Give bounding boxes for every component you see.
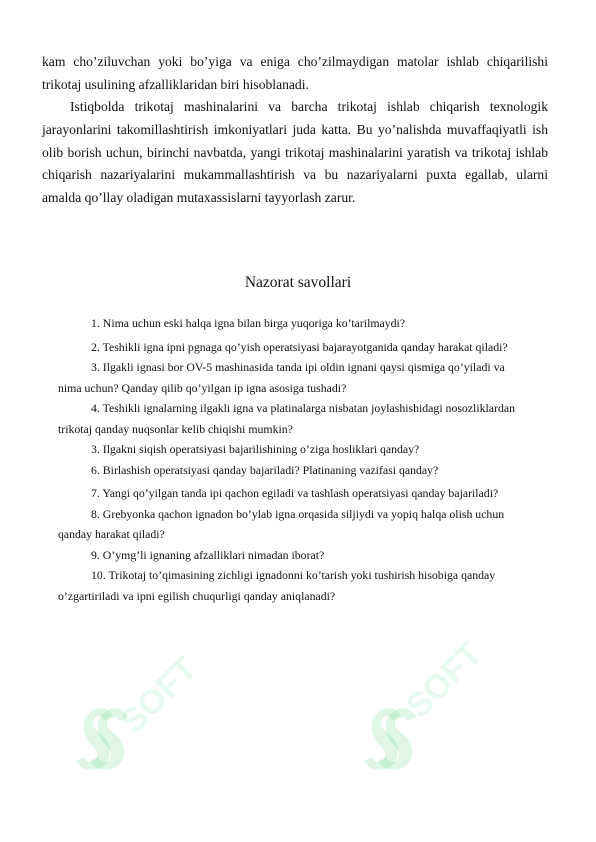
- question-item: 9. O’ymg’li ignaning afzalliklari nimadan iborat?: [91, 547, 325, 562]
- paragraph-1: kam cho’ziluvchan yoki bo’yiga va eniga cho’zilmaydigan matolar ishlab chiqarilishi trikotaj usulining afzalliklaridan biri hisoblanadi.: [42, 54, 548, 92]
- question-item: 10. Trikotaj to’qimasining zichligi ignadonni ko’tarish yoki tushirish hisobiga qanday o’zgartiriladi va ipni egilish chuqurligi qanday aniqlanadi?: [58, 568, 496, 603]
- questions-list: [58, 313, 520, 606]
- question-item: 6. Birlashish operatsiyasi qanday bajariladi? Platinaning vazifasi qanday?: [91, 462, 439, 477]
- paragraph-2: Istiqbolda trikotaj mashinalarini va barcha trikotaj ishlab chiqarish texnologik jarayonlarini takomillashtirish imkoniyatlari juda katta. Bu yo’nalishda muvaffaqiyatli ish olib borish uchun, birinchi navbatda, yangi trikotaj mashinalarini yaratish va trikotaj ishlab chiqarish nazariyalarini mukammallashtirish va bu nazariyalarni puxta egallab, ularni amalda qo’llay oladigan mutaxassislarni tayyorlash zarur.: [42, 99, 548, 206]
- watermark-text-right: SOFT: [398, 634, 490, 726]
- section-heading: Nazorat savollari: [244, 274, 352, 291]
- question-item: 8. Grebyonka qachon ignadon bo’ylab igna orqasida siljiydi va yopiq halqa olish uchun qanday harakat qiladi?: [58, 506, 505, 541]
- question-item: 3. Ilgakni siqish operatsiyasi bajarilishining o’ziga hosliklari qanday?: [91, 442, 420, 456]
- question-item: 3. Ilgakli ignasi bor OV-5 mashinasida tanda ipi oldin ignani qaysi qismiga qo’yiladi va nima uchun? Qanday qilib qo’yilgan ip igna asosiga tushadi?: [58, 360, 505, 395]
- watermark-text-left: SOFT: [113, 649, 205, 741]
- question-item: 4. Teshikli ignalarning ilgakli igna va platinalarga nisbatan joylashishidagi nosozliklardan trikotaj qanday nuqsonlar kelib chiqishi mumkin?: [58, 401, 515, 436]
- question-item: 1. Nima uchun eski halqa igna bilan birga yuqoriga ko’tarilmaydi?: [91, 316, 406, 330]
- question-item: 2. Teshikli igna ipni pgnaga qo’yish operatsiyasi bajarayotganida qanday harakat qiladi?: [91, 339, 508, 354]
- question-item: 7. Yangi qo’yilgan tanda ipi qachon egiladi va tashlash operatsiyasi qanday bajariladi?: [91, 486, 499, 500]
